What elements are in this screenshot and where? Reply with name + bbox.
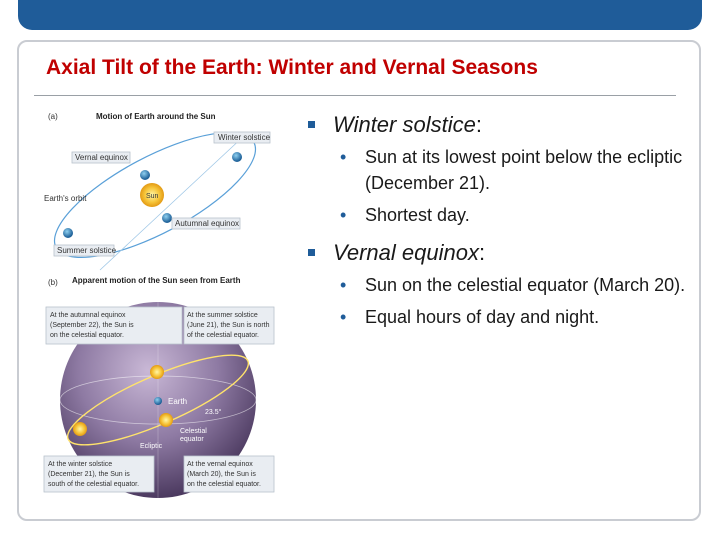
earth-center-icon [154, 397, 162, 405]
bullet-term: Winter solstice [333, 112, 476, 137]
summer-note-1: At the summer solstice [187, 312, 258, 319]
sub-bullet-text: Sun at its lowest point below the ecliptic (December 21). [365, 147, 683, 193]
sub-bullet [306, 144, 686, 196]
vernal-note-3: on the celestial equator. [187, 481, 261, 488]
bullet-colon: : [475, 112, 482, 137]
panel-b-label: (b) [48, 278, 58, 287]
sub-bullet-text: Equal hours of day and night. [365, 307, 600, 327]
autumnal-note-3: on the celestial equator. [50, 332, 124, 339]
sun-autumn-icon [159, 413, 173, 427]
summer-note-3: of the celestial equator. [187, 332, 259, 339]
autumnal-equinox-label: Autumnal equinox [175, 219, 240, 228]
sub-bullet [306, 272, 686, 298]
bullet-list [306, 106, 686, 330]
sub-bullet-text: Shortest day. [365, 205, 470, 225]
top-band [18, 0, 702, 30]
earth-summer-icon [63, 228, 73, 238]
bullet-vernal-equinox [306, 240, 686, 266]
winter-note-1: At the winter solstice [48, 461, 113, 468]
bullet-winter-solstice [306, 112, 686, 138]
earth-autumnal-icon [162, 213, 172, 223]
earth-label: Earth [168, 397, 188, 406]
sub-bullet-text: Sun on the celestial equator (March 20). [365, 275, 686, 295]
autumnal-note-1: At the autumnal equinox [50, 312, 126, 319]
dot-bullet-icon: • [340, 147, 347, 167]
sun-summer-icon [150, 365, 164, 379]
dot-bullet-icon: • [340, 307, 347, 327]
vernal-note-2: (March 20), the Sun is [187, 471, 256, 478]
vernal-note-1: At the vernal equinox [187, 461, 253, 468]
sub-bullet [306, 304, 686, 330]
sun-label: Sun [146, 193, 159, 200]
seasons-diagram [40, 100, 280, 500]
bullet-term: Vernal equinox [333, 240, 479, 265]
bullet-colon: : [478, 240, 486, 265]
dot-bullet-icon: • [340, 275, 347, 295]
panel-a-label: (a) [48, 112, 58, 121]
vernal-equinox-label: Vernal equinox [75, 153, 128, 162]
winter-solstice-label: Winter solstice [218, 133, 271, 142]
square-bullet-icon [308, 121, 315, 128]
celestial-equator-label-1: Celestial [180, 428, 207, 435]
panel-b-title: Apparent motion of the Sun seen from Earth [72, 276, 241, 285]
sun-winter-icon [73, 422, 87, 436]
slide-title: Axial Tilt of the Earth: Winter and Vernal Seasons [46, 56, 538, 79]
seasons-figure [40, 100, 280, 500]
celestial-equator-label-2: equator [180, 436, 204, 443]
earths-orbit-label: Earth's orbit [44, 194, 87, 203]
panel-a-title: Motion of Earth around the Sun [96, 112, 216, 121]
summer-solstice-label: Summer solstice [57, 246, 117, 255]
dot-bullet-icon: • [340, 205, 347, 225]
earth-vernal-icon [140, 170, 150, 180]
winter-note-2: (December 21), the Sun is [48, 471, 130, 478]
title-divider [34, 95, 676, 96]
tilt-label: 23.5° [205, 409, 222, 416]
earth-winter-icon [232, 152, 242, 162]
square-bullet-icon [308, 249, 315, 256]
ecliptic-label: Ecliptic [140, 443, 163, 450]
autumnal-note-2: (September 22), the Sun is [50, 322, 134, 329]
summer-note-2: (June 21), the Sun is north [187, 322, 270, 329]
sub-bullet [306, 202, 686, 228]
winter-note-3: south of the celestial equator. [48, 481, 140, 488]
